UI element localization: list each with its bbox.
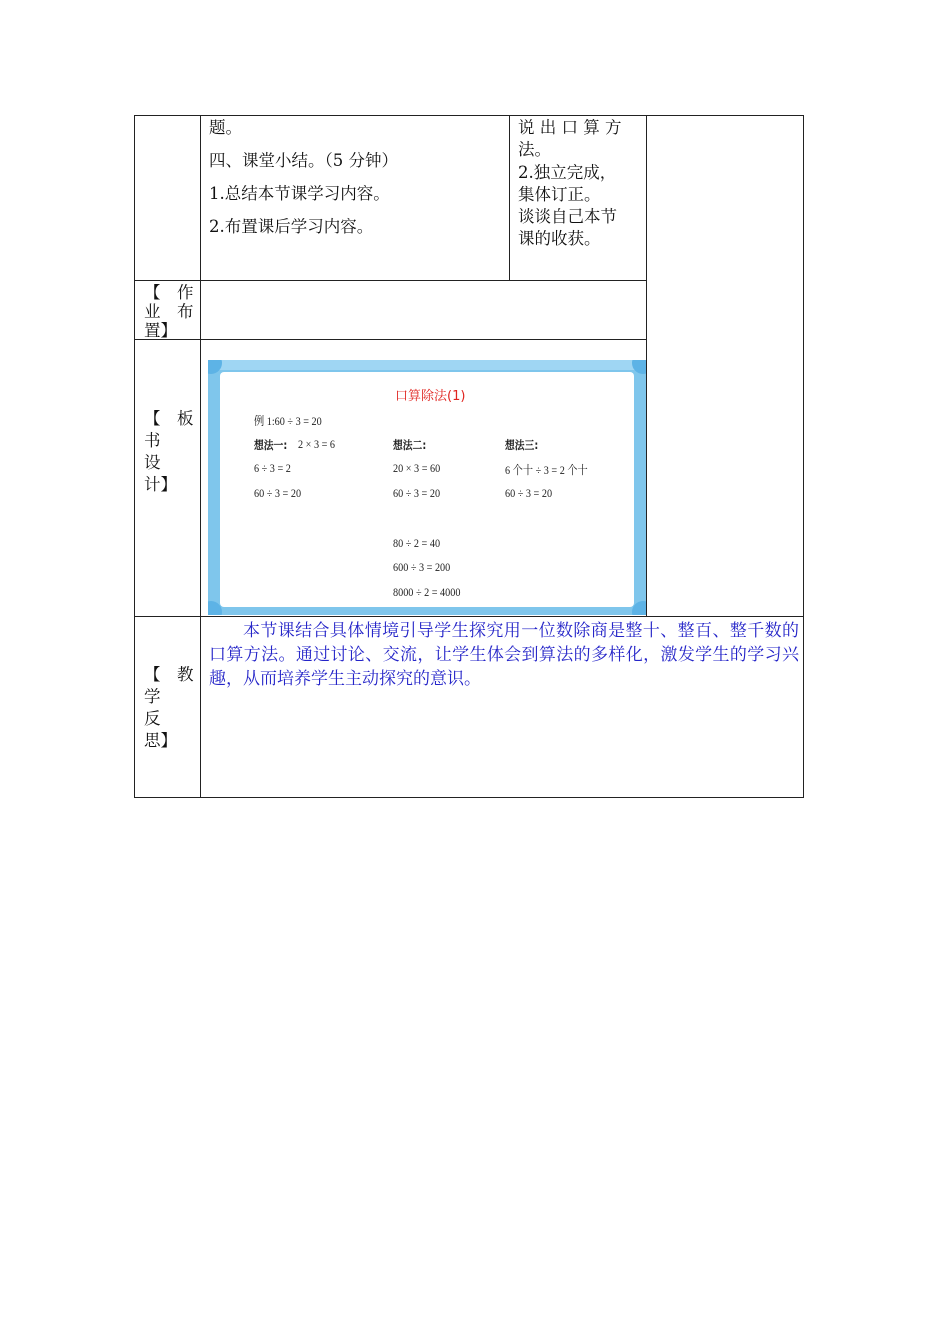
method2-line: 20 × 3 = 60 bbox=[393, 461, 441, 475]
student-line: 集体订正。 bbox=[518, 185, 601, 204]
board-example: 例 1:60 ÷ 3 = 20 bbox=[254, 414, 322, 428]
method1-heading: 想法一: bbox=[254, 438, 288, 452]
grid-line bbox=[134, 797, 804, 798]
method3-heading: 想法三: bbox=[505, 438, 539, 452]
grid-line bbox=[134, 115, 135, 798]
grid-line bbox=[803, 115, 804, 798]
method1-line: 6 ÷ 3 = 2 bbox=[254, 461, 291, 475]
grid-line bbox=[134, 616, 804, 617]
exercise-line: 80 ÷ 2 = 40 bbox=[393, 536, 441, 550]
reflection-text: 本节课结合具体情境引导学生探究用一位数除商是整十、整百、整千数的口算方法。通过讨论、交流，让学生体会到算法的多样化，激发学生的学习兴趣，从而培养学生主动探究的意识。 bbox=[209, 621, 799, 689]
board-corner bbox=[632, 360, 646, 374]
grid-line bbox=[509, 115, 510, 280]
grid-line bbox=[134, 115, 804, 116]
student-line: 2.独立完成， bbox=[518, 163, 617, 182]
method2-line: 60 ÷ 3 = 20 bbox=[393, 486, 441, 500]
student-line: 说 出 口 算 方 bbox=[518, 118, 622, 137]
grid-line bbox=[646, 115, 647, 616]
student-line: 课的收获。 bbox=[518, 229, 601, 248]
method3-line: 60 ÷ 3 = 20 bbox=[505, 486, 553, 500]
grid-line bbox=[134, 339, 646, 340]
method3-line: 6 个十 ÷ 3 = 2 个十 bbox=[505, 463, 588, 477]
content-line: 1.总结本节课学习内容。 bbox=[209, 184, 390, 203]
exercise-line: 600 ÷ 3 = 200 bbox=[393, 560, 451, 574]
content-line: 题。 bbox=[209, 118, 242, 137]
board-frame-strip bbox=[208, 360, 646, 370]
grid-line bbox=[134, 280, 646, 281]
content-line: 四、课堂小结。（5 分钟） bbox=[209, 151, 398, 170]
exercise-line: 8000 ÷ 2 = 4000 bbox=[393, 585, 461, 599]
board-corner bbox=[208, 360, 222, 374]
reflection-content bbox=[209, 619, 799, 691]
grid-line bbox=[200, 115, 201, 798]
method2-heading: 想法二: bbox=[393, 438, 427, 452]
content-line: 2.布置课后学习内容。 bbox=[209, 217, 374, 236]
board-corner bbox=[632, 601, 646, 615]
student-line: 法。 bbox=[518, 140, 551, 159]
method1-expr: 2 × 3 = 6 bbox=[298, 437, 336, 451]
board-title: 口算除法(1) bbox=[395, 389, 466, 404]
student-line: 谈谈自己本节 bbox=[518, 207, 617, 226]
method1-line: 60 ÷ 3 = 20 bbox=[254, 486, 302, 500]
